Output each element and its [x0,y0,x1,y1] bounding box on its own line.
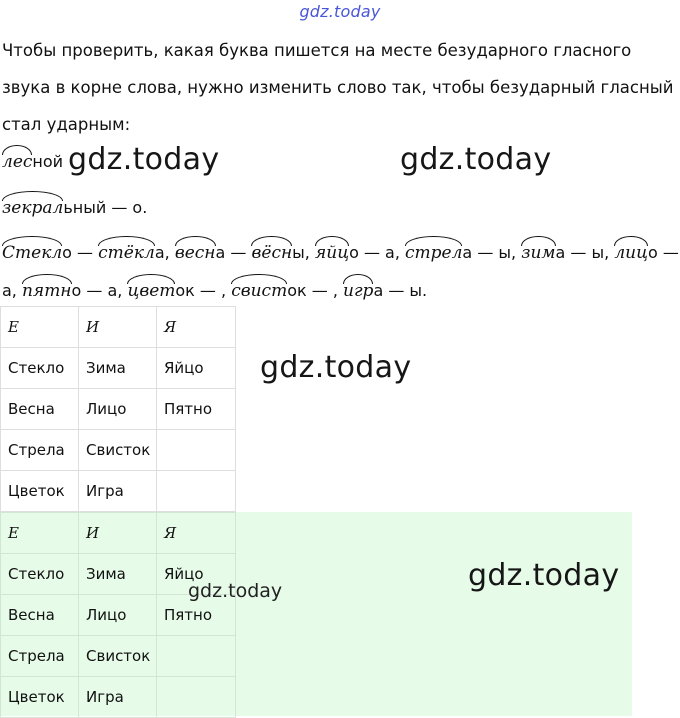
table-cell: Весна [1,595,79,636]
root-word: игр [343,281,374,301]
table-cell: Лицо [79,389,157,430]
word-ending: ок — , [287,281,343,300]
root-word: лес [2,152,33,172]
example-line-4 [2,279,427,301]
vowel-table [0,306,236,512]
table-row [1,389,236,430]
table-row [1,430,236,471]
table-cell [157,636,236,677]
header-i: И [79,513,157,554]
root-word: стёкл [98,243,155,263]
table-cell: Свисток [79,430,157,471]
table-cell: Игра [79,677,157,718]
table-row [1,348,236,389]
table-cell: Весна [1,389,79,430]
root-word: свист [231,281,288,301]
table-cell [157,430,236,471]
example-line-2 [2,196,147,218]
root-word: зим [521,243,556,263]
root-word: вёсн [251,243,293,263]
root-word: зекрал [2,198,64,218]
watermark-1: gdz.today [68,142,220,177]
watermark-top: gdz.today [299,2,381,21]
table-cell: Лицо [79,595,157,636]
table-cell: Зима [79,348,157,389]
table-cell: Цветок [1,677,79,718]
table-cell [157,471,236,512]
root-word: цвет [127,281,176,301]
watermark-2: gdz.today [400,142,552,177]
word-ending: ной [32,152,64,171]
word-ending: а — [215,243,252,262]
table-cell: Зима [79,554,157,595]
table-cell: Пятно [157,389,236,430]
intro-paragraph: Чтобы проверить, какая буква пишется на месте безударного гласного звука в корне слова, нужно изменить слово так, чтобы безударный гласный стал ударным: [2,41,674,134]
table-row [1,471,236,512]
watermark-3: gdz.today [260,350,412,385]
word-ending: а, [2,281,22,300]
header-ya: Я [157,307,236,348]
table-cell: Свисток [79,636,157,677]
table-row [1,677,236,718]
watermark-5: gdz.today [468,558,620,593]
root-word: пятн [21,281,72,301]
root-word: лиц [614,243,648,263]
word-ending: ьный — о. [63,198,148,217]
table-row [1,636,236,677]
word-ending: ок — , [175,281,232,300]
table-cell: Стрела [1,636,79,677]
table-cell: Яйцо [157,348,236,389]
table-cell: Стрела [1,430,79,471]
word-ending: о — [647,243,679,262]
example-line-1 [2,150,63,172]
header-e: Е [1,513,79,554]
word-ending: о — [62,243,99,262]
root-word: стрел [405,243,463,263]
header-e: Е [1,307,79,348]
example-line-3 [2,241,679,263]
root-word: весн [174,243,216,263]
word-ending: а, [154,243,175,262]
table-cell: Игра [79,471,157,512]
word-ending: а — ы, [462,243,522,262]
table-header-row [1,513,236,554]
word-ending: о — а, [349,243,405,262]
table-cell: Стекло [1,554,79,595]
word-ending: а — ы. [373,281,428,300]
table-cell: Стекло [1,348,79,389]
table-cell: Пятно [157,595,236,636]
vowel-table-highlighted [0,512,236,718]
table-cell [157,677,236,718]
header-ya: Я [157,513,236,554]
table-header-row [1,307,236,348]
word-ending: а — ы, [555,243,615,262]
table-cell: Цветок [1,471,79,512]
watermark-4: gdz.today [188,580,283,602]
header-i: И [79,307,157,348]
word-ending: о — а, [71,281,128,300]
word-ending: ы, [292,243,315,262]
root-word: Стекл [2,243,63,263]
root-word: яйц [314,243,350,263]
table-cell: Яйцо [157,554,236,595]
